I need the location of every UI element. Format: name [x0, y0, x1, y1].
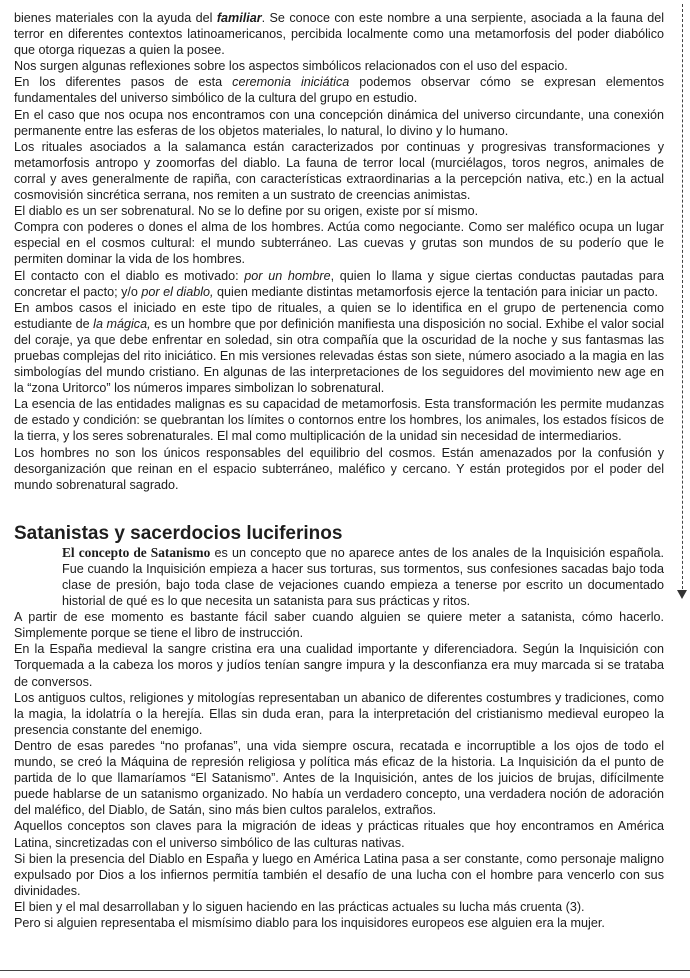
paragraph [14, 915, 664, 931]
text-run: El diablo es un ser sobrenatural. No se lo define por su origen, existe por sí mismo. [14, 204, 479, 219]
down-arrow-icon [677, 590, 687, 599]
paragraph [14, 396, 664, 444]
text-run: En los diferentes pasos de esta [14, 75, 233, 90]
text-run: En la España medieval la sangre cristina era una cualidad importante y diferenciadora. Según la Inquisición con Torquemada a la cabeza los moros y judíos tenían sangre impura y la desconfianza era muy marcada si se trataba de conversos. [14, 642, 664, 689]
paragraph [14, 139, 664, 203]
paragraph [14, 738, 664, 818]
section-heading: Satanistas y sacerdocios luciferinos [14, 522, 343, 544]
text-run: Pero si alguien representaba el mismísimo diablo para los inquisidores europeos ese alguien era la mujer. [14, 915, 605, 930]
emphasis-text: la mágica, [93, 316, 151, 331]
emphasis-text: El concepto de Satanismo [62, 544, 211, 560]
text-run: Los hombres no son los únicos responsables del equilibrio del cosmos. Están amenazados por la confusión y desorganización que reinan en el espacio subterráneo, maléfico y cercano. Y están protegidos por el poder del mundo sobrenatural sagrado. [14, 445, 664, 492]
text-run: Los rituales asociados a la salamanca están caracterizados por continuas y progresivas transformaciones y metamorfosis antropo y zoomorfas del diablo. La fauna de terror local (murciélagos, toros negros, animales de corral y aves generalmente de rapiña, con características extraordinarias a la percepción nativa, etc.) en la actual cosmovisión sincrética serrana, nos remiten a un sustrato de creencias animistas. [14, 139, 664, 203]
text-run: El bien y el mal desarrollaban y lo siguen haciendo en las prácticas actuales su lucha más cruenta (3). [14, 899, 585, 914]
text-run: podemos observar cómo se expresan elementos fundamentales del universo simbólico de la cultura del grupo en estudio. [14, 75, 664, 106]
paragraph [14, 641, 664, 689]
text-run: En ambos casos el iniciado en este tipo de rituales, a quien se lo identifica en el grupo de pertenencia como estudiante de [14, 300, 664, 331]
document-page [14, 10, 664, 931]
paragraph [14, 851, 664, 899]
text-run: Aquellos conceptos son claves para la migración de ideas y prácticas rituales que hoy encontramos en América Latina, sincretizadas con el universo simbólico de las culturas nativas. [14, 819, 664, 850]
text-run: Nos surgen algunas reflexiones sobre los aspectos simbólicos relacionados con el uso del espacio. [14, 59, 568, 74]
paragraph [14, 690, 664, 738]
emphasis-text: familiar [216, 11, 262, 25]
section-spacer [14, 493, 664, 523]
text-run: bienes materiales con la ayuda del [14, 11, 217, 25]
margin-dashed-line [682, 4, 683, 594]
footer-rule [0, 970, 690, 971]
emphasis-text: por un hombre [244, 268, 331, 283]
text-run: Dentro de esas paredes “no profanas”, una vida siempre oscura, recatada e incorruptible a los ojos de todo el mundo, se creó la Máquina de represión religiosa y política más eficaz de la historia. La Inquisición da el punto de partida de lo que llamaríamos “El Satanismo”. Antes de la Inquisición, antes de los juicios de brujas, difícilmente puede hablarse de un satanismo organizado. No había un verdadero concepto, una verdadera noción de adoración del maléfico, del Diablo, de Satán, sino más bien cultos paralelos, extraños. [14, 738, 664, 818]
paragraph [14, 300, 664, 397]
text-run: En el caso que nos ocupa nos encontramos con una concepción dinámica del universo circundante, una conexión permanente entre las esferas de los objetos materiales, lo natural, lo divino y lo humano. [14, 107, 664, 138]
emphasis-text: ceremonia iniciática [232, 75, 350, 90]
paragraph [14, 107, 664, 139]
emphasis-text: por el diablo, [141, 284, 214, 299]
paragraph [14, 899, 664, 915]
text-run: . Se conoce con este nombre a una serpiente, asociada a la fauna del terror en diferentes contextos latinoamericanos, percibida localmente como una metamorfosis del poder diabólico que otorga riquezas a quien la posee. [14, 11, 664, 58]
paragraph [14, 58, 664, 74]
paragraph [14, 203, 664, 219]
section-salamanca-text [14, 10, 664, 493]
text-run: es un concepto que no aparece antes de los anales de la Inquisición española. Fue cuando la Inquisición empieza a hacer sus torturas, sus tormentos, sus confesiones sacadas bajo toda clase de presión, bajo toda clase de vejaciones cuando empieza a tenerse por escrito un documentado historial de qué es lo que necesita un satanista para sus prácticas y ritos. [62, 545, 665, 609]
paragraph [14, 818, 664, 850]
text-run: El contacto con el diablo es motivado: [14, 268, 245, 283]
text-run: quien mediante distintas metamorfosis ejerce la tentación para iniciar un pacto. [213, 284, 659, 299]
paragraph [14, 445, 664, 493]
paragraph [14, 268, 664, 300]
text-run: A partir de ese momento es bastante fácil saber cuando alguien se quiere meter a satanista, cómo hacerlo. Simplemente porque se tiene el libro de instrucción. [14, 610, 664, 641]
text-run: Compra con poderes o dones el alma de los hombres. Actúa como negociante. Como ser maléfico ocupa un lugar especial en el cosmos cultural: el mundo subterráneo. Las cuevas y grutas son mundos de su poderío que le permiten dominar la vida de los hombres. [14, 220, 664, 267]
text-run: es un hombre que por definición manifiesta una disposición no social. Exhibe el valor social del coraje, ya que debe enfrentar en soledad, sin otra compañía que la oscuridad de la noche y sus fantasmas las pruebas complejas del rito iniciático. En mis versiones relevadas éstas son siete, número asociado a la magia en las simbologías del mundo cristiano. En algunas de las interpretaciones de los seguidores del movimiento new age en la “zona Uritorco” los números impares simbolizan lo sobrenatural. [14, 316, 665, 396]
text-run: Los antiguos cultos, religiones y mitologías representaban un abanico de diferentes costumbres y tradiciones, como la magia, la idolatría o la herejía. Ellas sin duda eran, para la interpretación del cristianismo medieval europeo la presencia constante del enemigo. [14, 690, 664, 737]
paragraph [14, 74, 664, 106]
section-satanismo-text [14, 545, 664, 931]
paragraph [14, 609, 664, 641]
paragraph [14, 545, 664, 609]
text-run: Si bien la presencia del Diablo en España y luego en América Latina pasa a ser constante, como personaje maligno expulsado por Dios a los infiernos permitía también el desafío de una lucha con el hombre para vencerlo con sus divinidades. [14, 851, 664, 898]
text-run: La esencia de las entidades malignas es su capacidad de metamorfosis. Esta transformación les permite mudanzas de estado y condición: se quebrantan los límites o contornos entre los hombres, los animales, los estados físicos de la tierra, y los seres sobrenaturales. El mal como multiplicación de la unidad sin necesidad de intermediarios. [14, 397, 664, 444]
paragraph [14, 10, 664, 58]
paragraph [14, 219, 664, 267]
text-run: , quien lo llama y sigue ciertas conductas pautadas para concretar el pacto; y/o [14, 268, 664, 299]
